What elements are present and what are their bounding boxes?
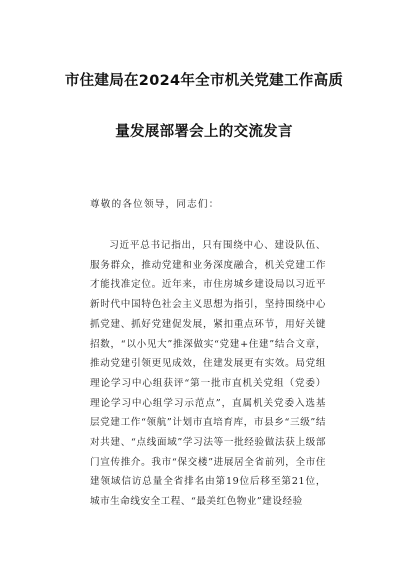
document-title-line-2: 量发展部署会上的交流发言 (115, 124, 293, 140)
document-title-line-1: 市住建局在2024年全市机关党建工作高质 (64, 73, 344, 89)
salutation: 尊敬的各位领导，同志们： (90, 199, 220, 210)
body-paragraph: 习近平总书记指出，只有围绕中心、建设队伍、服务群众，推动党建和业务深度融合，机关党建工作才能找准定位。近年来，市住房城乡建设局以习近平新时代中国特色社会主义思想为指引，坚持围绕中心抓党建、抓好党建促发展，紧扣重点环节，用好关键招数，“以小见大”推深做实“党建+住建”结合文章，推动党建引领更见成效，住建发展更有实效。局党组理论学习中心组获评“第一批市直机关党组（党委）理论学习中心组学习示范点”，直属机关党委入选基层党建工作“领航”计划市直培育库，市县乡“三级”结对共建、“点线面域”学习法等一批经验做法获上级部门宣传推介。我市“保交楼”进展居全省前列，全市住建领域信访总量全省排名由第19位后移至第21位，城市生命线安全工程、“最美红色物业”建设经验 (90, 240, 326, 508)
